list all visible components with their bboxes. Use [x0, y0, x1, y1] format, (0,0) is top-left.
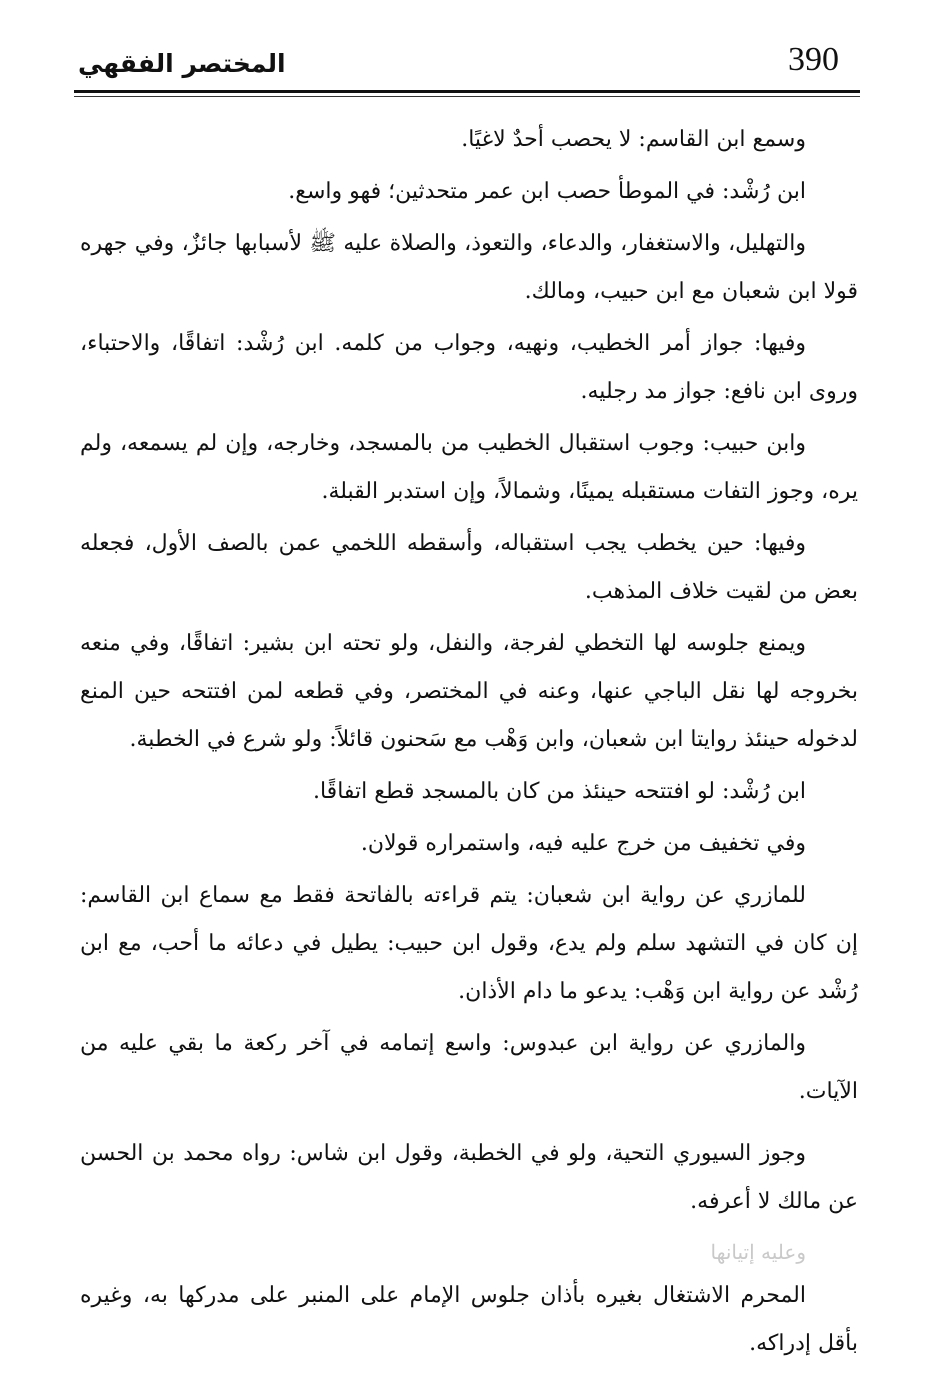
paragraph: ابن رُشْد: لو افتتحه حينئذ من كان بالمسجد قطع اتفاقًا. — [312, 779, 806, 804]
paragraph: وجوز السيوري التحية، ولو في الخطبة، وقول ابن شاس: رواه محمد بن الحسن عن مالك لا أعرفه. — [80, 1141, 858, 1214]
paragraph: للمازري عن رواية ابن شعبان: يتم قراءته بالفاتحة فقط مع سماع ابن القاسم: إن كان في التشهد سلم ولم يدع، وقول ابن حبيب: يطيل في دعائه ما أحب، مع ابن رُشْد عن رواية ابن وَهْب: يدعو ما دام الأذان. — [80, 883, 858, 1004]
running-title: المختصر الفقهي — [78, 49, 286, 78]
paragraph: والتهليل، والاستغفار، والدعاء، والتعوذ، والصلاة عليه ﷺ لأسبابها جائزٌ، وفي جهره قولا ابن شعبان مع ابن حبيب، ومالك. — [80, 231, 858, 304]
faded-heading: وعليه إتيانها — [710, 1240, 806, 1264]
paragraph: وابن حبيب: وجوب استقبال الخطيب من بالمسجد، وخارجه، وإن لم يسمعه، ولم يره، وجوز التفات مستقبله يمينًا، وشمالاً، وإن استدبر القبلة. — [80, 431, 858, 504]
paragraph: والمازري عن رواية ابن عبدوس: واسع إتمامه في آخر ركعة ما بقي عليه من الآيات. — [80, 1031, 858, 1104]
paragraph: وفيها: حين يخطب يجب استقباله، وأسقطه اللخمي عمن بالصف الأول، فجعله بعض من لقيت خلاف المذهب. — [80, 531, 858, 604]
header-rule-thin — [74, 96, 860, 97]
paragraph: وسمع ابن القاسم: لا يحصب أحدٌ لاغيًا. — [461, 127, 806, 152]
page-header — [78, 38, 854, 92]
closing-paragraph: المحرم الاشتغال بغيره بأذان جلوس الإمام على المنبر على مدركها به، وغيره بأقل إدراكه. — [80, 1283, 858, 1356]
paragraph: ويمنع جلوسه لها التخطي لفرجة، والنفل، ولو تحته ابن بشير: اتفاقًا، وفي منعه بخروجه لها نقل الباجي عنها، وعنه في المختصر، وفي قطعه لمن افتتحه حين المنع لدخوله حينئذ روايتا ابن شعبان، وابن وَهْب مع سَحنون قائلاً: ولو شرع في الخطبة. — [80, 631, 858, 752]
header-rule-thick — [74, 90, 860, 93]
paragraph: وفي تخفيف من خرج عليه فيه، واستمراره قولان. — [360, 831, 806, 856]
page-body — [80, 116, 858, 1372]
paragraph: وفيها: جواز أمر الخطيب، ونهيه، وجواب من كلمه. ابن رُشْد: اتفاقًا، والاحتباء، وروى ابن نافع: جواز مد رجليه. — [80, 331, 858, 404]
page-number: 390 — [788, 41, 839, 78]
paragraph: ابن رُشْد: في الموطأ حصب ابن عمر متحدثين؛ فهو واسع. — [288, 179, 806, 204]
